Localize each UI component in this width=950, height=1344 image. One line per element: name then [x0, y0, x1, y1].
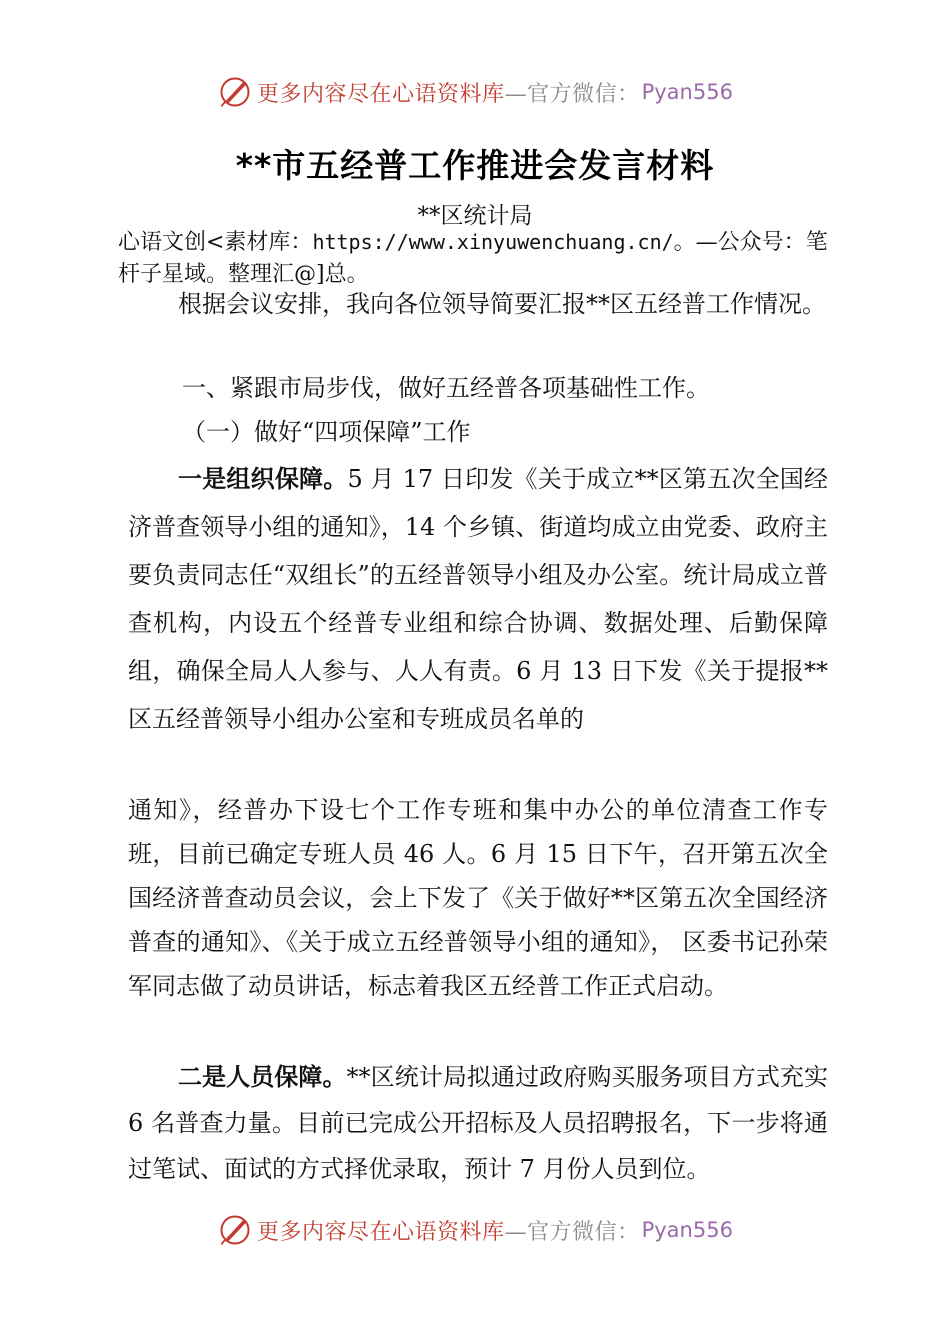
organization-text: 5 月 17 日印发《关于成立**区第五次全国经济普查领导小组的通知》，14 个乡镇、街道均成立由党委、政府主要负责同志任“双组长”的五经普领导小组及办公室。统计局成立普查机构，内设五个经普专业组和综合协调、数据处理、后勤保障组，确保全局人人参与、人人有责。6 月 13 日下发《关于提报**区五经普领导小组办公室和专班成员名单的: [128, 465, 829, 733]
banner-main-text: 更多内容尽在心语资料库: [257, 1219, 505, 1245]
organization-paragraph-continued: 通知》，经普办下设七个工作专班和集中办公的单位清查工作专班，目前已确定专班人员 46 人。6 月 15 日下午，召开第五次全国经济普查动员会议，会上下发了《关于做好**区第五次全国经济普查的通知》、《关于成立五经普领导小组的通知》， 区委书记孙荣军同志做了动员讲话，标志着我区五经普工作正式启动。: [128, 796, 828, 1000]
footer-watermark-banner: [0, 1210, 950, 1250]
staffing-paragraph: [128, 1054, 828, 1192]
banner-wechat-id: Pyan556: [641, 1218, 733, 1242]
staffing-lead: 二是人员保障。: [178, 1063, 347, 1091]
header-watermark-banner: [0, 72, 950, 112]
document-title: **市五经普工作推进会发言材料: [235, 146, 715, 185]
promo-suffix: 。—公众号：笔杆子星域。整理汇@]总。: [118, 230, 828, 287]
section-heading-1: 一、紧跟市局步伐，做好五经普各项基础性工作。: [182, 374, 710, 402]
promo-prefix: 心语文创<素材库：: [118, 230, 313, 255]
promo-url: https://www.xinyuwenchuang.cn/: [312, 230, 674, 254]
banner-wechat-id: Pyan556: [641, 80, 733, 104]
banner-main-text: 更多内容尽在心语资料库: [257, 81, 505, 107]
document-subtitle: **区统计局: [417, 203, 533, 229]
quill-logo-icon: [217, 1212, 253, 1248]
organization-paragraph: [128, 455, 828, 743]
staffing-text: **区统计局拟通过政府购买服务项目方式充实 6 名普查力量。目前已完成公开招标及人员招聘报名，下一步将通过笔试、面试的方式择优录取，预计 7 月份人员到位。: [128, 1063, 829, 1183]
quill-logo-icon: [217, 74, 253, 110]
banner-sub-text: —官方微信：: [504, 81, 640, 107]
subsection-heading-1: （一）做好“四项保障”工作: [182, 418, 471, 446]
intro-paragraph: 根据会议安排，我向各位领导简要汇报**区五经普工作情况。: [178, 290, 826, 318]
banner-sub-text: —官方微信：: [504, 1219, 640, 1245]
organization-lead: 一是组织保障。: [178, 465, 348, 493]
